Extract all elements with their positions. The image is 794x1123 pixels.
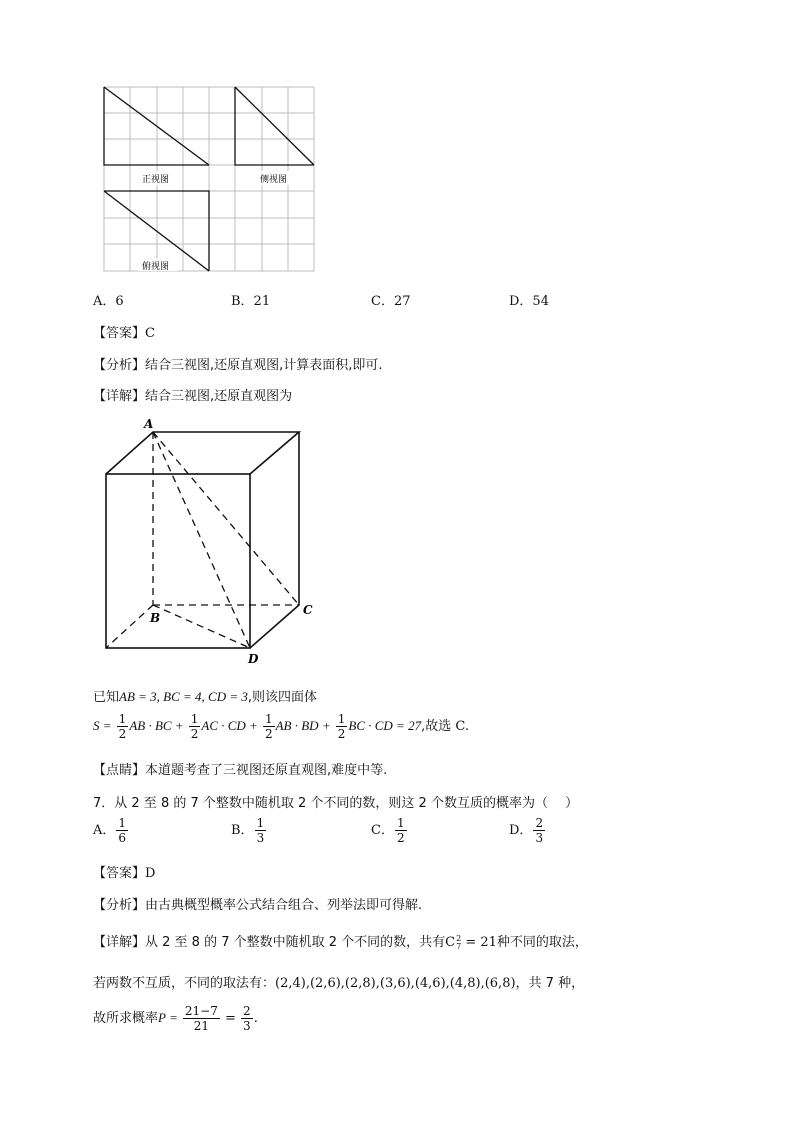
formula-s: S =	[93, 718, 112, 733]
vertex-label-b: B	[150, 611, 161, 625]
half-fraction: $\frac{1}{2}$	[118, 712, 127, 741]
result-fraction: $\frac{2}{3}$	[243, 1004, 251, 1033]
q7-answer-line	[93, 862, 155, 881]
q7-option-c: C． $\frac{1}{2}$	[371, 816, 405, 845]
side-view-label: 侧视图	[260, 175, 288, 185]
answer-value: C	[145, 326, 155, 341]
q7-option-b: B． $\frac{1}{3}$	[231, 816, 265, 845]
q6-option-b: B．21	[231, 294, 271, 309]
q6-analysis-line	[93, 354, 383, 373]
q6-known-line	[93, 686, 317, 705]
answer-value: D	[145, 866, 156, 881]
formula-term-1: AB · BC +	[129, 718, 184, 733]
q6-detail-line	[93, 385, 292, 404]
comment-tag: 【点睛】	[93, 763, 146, 778]
comment-text: 本道题考查了三视图还原直观图,难度中等.	[145, 763, 388, 778]
combination-symbol: C	[445, 935, 456, 950]
q7-question: 7．从 2 至 8 的 7 个整数中随机取 2 个不同的数，则这 2 个数互质的概率为（ ）	[93, 796, 579, 811]
formula-term-2: AC · CD +	[201, 718, 258, 733]
half-fraction: $\frac{1}{2}$	[190, 712, 199, 741]
q6-answer-line	[93, 322, 155, 341]
q6-comment-line	[93, 759, 387, 778]
q7-detail-line-1: 【详解】从 2 至 8 的 7 个整数中随机取 2 个不同的数，共有C 2 7 = 21种不同的取法，	[93, 933, 588, 951]
analysis-tag: 【分析】	[93, 358, 146, 373]
q7-detail-line-3: 故所求概率P = $\frac{21-7}{21}$ = $\frac{2}{3}$ .	[93, 1004, 258, 1033]
three-view-figure	[100, 84, 320, 274]
q7-option-a: A． $\frac{1}{6}$	[93, 816, 127, 845]
known-suffix: ,则该四面体	[247, 690, 318, 705]
detail-tag: 【详解】	[93, 935, 146, 950]
q7-detail-line-2: 若两数不互质，不同的取法有：(2,4),(2,6),(2,8),(3,6),(4,6),(4,8),(6,8)，共 7 种，	[93, 976, 585, 991]
detail-tag: 【详解】	[93, 389, 146, 404]
front-view-label: 正视图	[142, 175, 170, 185]
q6-option-a: A．6	[93, 294, 124, 309]
top-view-label: 俯视图	[142, 262, 170, 272]
vertex-label-c: C	[303, 603, 313, 617]
q6-option-c: C．27	[371, 294, 411, 309]
side-view	[235, 87, 314, 165]
q6-option-d: D．54	[509, 294, 549, 309]
q7-option-d: D． $\frac{2}{3}$	[509, 816, 544, 845]
half-fraction: $\frac{1}{2}$	[264, 712, 273, 741]
analysis-text: 结合三视图,还原直观图,计算表面积,即可.	[145, 358, 383, 373]
answer-tag: 【答案】	[93, 326, 146, 341]
known-math: AB = 3, BC = 4, CD = 3	[119, 689, 248, 704]
non-coprime-pairs: (2,4),(2,6),(2,8),(3,6),(4,6),(4,8),(6,8)	[275, 976, 516, 991]
formula-tail: ,故选 C.	[421, 719, 469, 734]
formula-term-3: AB · BD +	[275, 718, 331, 733]
analysis-tag: 【分析】	[93, 898, 146, 913]
formula-term-4: BC · CD = 27	[348, 718, 422, 733]
tetrahedron-figure	[90, 410, 330, 670]
half-fraction: $\frac{1}{2}$	[337, 712, 346, 741]
answer-tag: 【答案】	[93, 866, 146, 881]
q7-analysis-line	[93, 894, 422, 913]
detail-text: 结合三视图,还原直观图为	[145, 389, 293, 404]
q6-formula-line	[93, 713, 469, 740]
analysis-text: 由古典概型概率公式结合组合、列举法即可得解.	[145, 898, 423, 913]
probability-fraction: $\frac{21-7}{21}$	[184, 1004, 218, 1033]
vertex-label-d: D	[248, 652, 259, 666]
vertex-label-a: A	[144, 417, 154, 431]
known-prefix: 已知	[93, 690, 120, 705]
